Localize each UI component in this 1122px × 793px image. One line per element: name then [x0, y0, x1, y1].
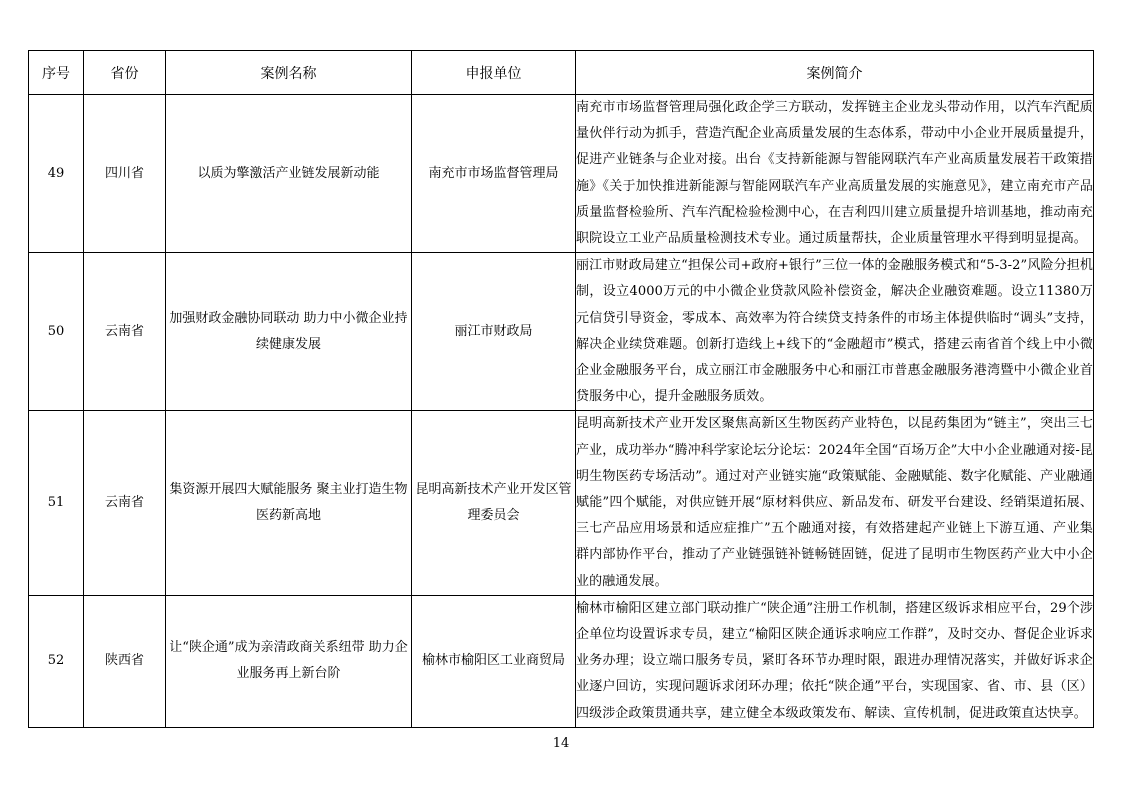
cell-province: 云南省 — [84, 253, 166, 411]
cell-province: 云南省 — [84, 411, 166, 595]
case-table — [28, 50, 1094, 728]
cell-unit: 南充市市场监督管理局 — [412, 95, 576, 253]
cell-province: 陕西省 — [84, 595, 166, 727]
cell-seq: 51 — [29, 411, 84, 595]
cell-case-name: 加强财政金融协同联动 助力中小微企业持续健康发展 — [166, 253, 412, 411]
cell-summary: 丽江市财政局建立“担保公司+政府+银行”三位一体的金融服务模式和“5-3-2”风险分担机制，设立4000万元的中小微企业贷款风险补偿资金，解决企业融资难题。设立11380万元信贷引导资金，零成本、高效率为符合续贷支持条件的市场主体提供临时“调头”支持，解决企业续贷难题。创新打造线上+线下的“金融超市”模式，搭建云南省首个线上中小微企业金融服务平台，成立丽江市金融服务中心和丽江市普惠金融服务港湾暨中小微企业首贷服务中心，提升金融服务质效。 — [576, 253, 1094, 411]
cell-seq: 50 — [29, 253, 84, 411]
cell-unit: 昆明高新技术产业开发区管理委员会 — [412, 411, 576, 595]
cell-unit: 丽江市财政局 — [412, 253, 576, 411]
header-province: 省份 — [84, 51, 166, 95]
table-row — [29, 595, 1094, 727]
table-row — [29, 253, 1094, 411]
table-header-row — [29, 51, 1094, 95]
cell-unit: 榆林市榆阳区工业商贸局 — [412, 595, 576, 727]
cell-seq: 49 — [29, 95, 84, 253]
cell-summary: 南充市市场监督管理局强化政企学三方联动，发挥链主企业龙头带动作用，以汽车汽配质量伙伴行动为抓手，营造汽配企业高质量发展的生态体系，带动中小企业开展质量提升，促进产业链条与企业对接。出台《支持新能源与智能网联汽车产业高质量发展若干政策措施》《关于加快推进新能源与智能网联汽车产业高质量发展的实施意见》，建立南充市产品质量监督检验所、汽车汽配检验检测中心，在吉利四川建立质量提升培训基地，推动南充职院设立工业产品质量检测技术专业。通过质量帮扶，企业质量管理水平得到明显提高。 — [576, 95, 1094, 253]
cell-summary: 榆林市榆阳区建立部门联动推广“陕企通”注册工作机制，搭建区级诉求相应平台，29个涉企单位均设置诉求专员，建立“榆阳区陕企通诉求响应工作群”，及时交办、督促企业诉求业务办理；设立端口服务专员，紧盯各环节办理时限，跟进办理情况落实，并做好诉求企业逐户回访，实现问题诉求闭环办理；依托“陕企通”平台，实现国家、省、市、县（区）四级涉企政策贯通共享，建立健全本级政策发布、解读、宣传机制，促进政策直达快享。 — [576, 595, 1094, 727]
cell-seq: 52 — [29, 595, 84, 727]
table-row — [29, 411, 1094, 595]
cell-case-name: 集资源开展四大赋能服务 聚主业打造生物医药新高地 — [166, 411, 412, 595]
header-case-name: 案例名称 — [166, 51, 412, 95]
table-row — [29, 95, 1094, 253]
header-summary: 案例简介 — [576, 51, 1094, 95]
cell-province: 四川省 — [84, 95, 166, 253]
page-number: 14 — [552, 736, 570, 751]
header-unit: 申报单位 — [412, 51, 576, 95]
cell-case-name: 让“陕企通”成为亲清政商关系纽带 助力企业服务再上新台阶 — [166, 595, 412, 727]
cell-summary: 昆明高新技术产业开发区聚焦高新区生物医药产业特色，以昆药集团为“链主”，突出三七产业，成功举办“腾冲科学家论坛分论坛：2024年全国“百场万企”大中小企业融通对接-昆明生物医药专场活动”。通过对产业链实施“政策赋能、金融赋能、数字化赋能、产业融通赋能”四个赋能，对供应链开展“原材料供应、新品发布、研发平台建设、经销渠道拓展、三七产品应用场景和适应症推广”五个融通对接，有效搭建起产业链上下游互通、产业集群内部协作平台，推动了产业链强链补链畅链固链，促进了昆明市生物医药产业大中小企业的融通发展。 — [576, 411, 1094, 595]
header-seq: 序号 — [29, 51, 84, 95]
cell-case-name: 以质为擎激活产业链发展新动能 — [166, 95, 412, 253]
